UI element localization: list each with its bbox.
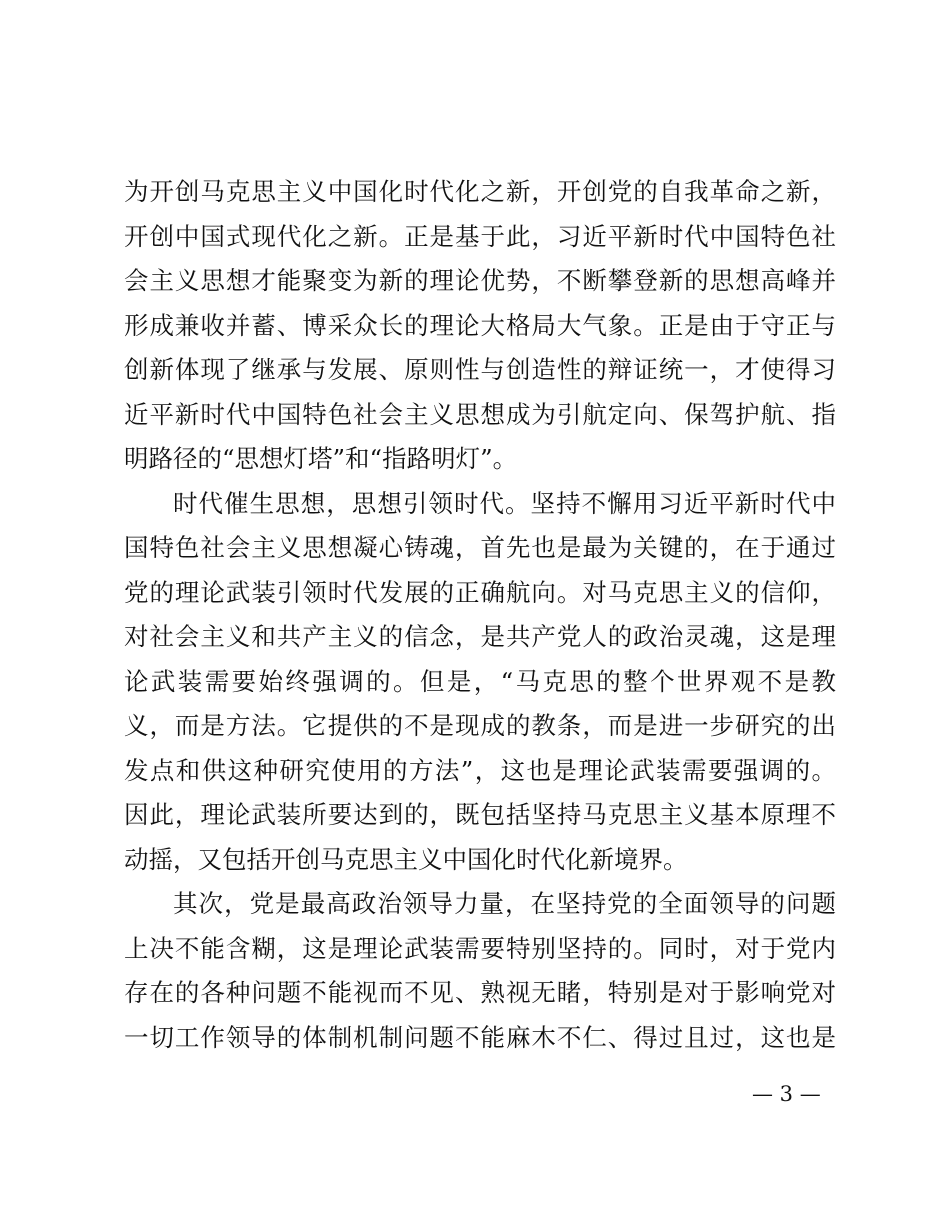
text-line: 动摇，又包括开创马克思主义中国化时代化新境界。 <box>124 844 688 874</box>
paragraph-3 <box>124 882 836 1060</box>
text-line: 其次，党是最高政治领导力量，在坚持党的全面领导的问题 <box>173 889 836 918</box>
text-line: 发点和供这种研究使用的方法”，这也是理论武装需要强调的。 <box>124 755 836 785</box>
text-line: 国特色社会主义思想凝心铸魂，首先也是最为关键的，在于通过 <box>124 533 836 562</box>
text-line: 为开创马克思主义中国化时代化之新，开创党的自我革命之新， <box>124 177 836 206</box>
text-line: 形成兼收并蓄、博采众长的理论大格局大气象。正是由于守正与 <box>124 310 836 340</box>
page-number: — 3 — <box>752 1082 821 1106</box>
text-line: 一切工作领导的体制机制问题不能麻木不仁、得过且过，这也是 <box>124 1022 836 1052</box>
paragraph-2 <box>124 482 836 883</box>
text-line: 论武装需要始终强调的。但是，“马克思的整个世界观不是教 <box>124 666 836 696</box>
text-line: 因此，理论武装所要达到的，既包括坚持马克思主义基本原理不 <box>124 800 836 829</box>
text-line: 近平新时代中国特色社会主义思想成为引航定向、保驾护航、指 <box>124 399 836 429</box>
text-line: 对社会主义和共产主义的信念，是共产党人的政治灵魂，这是理 <box>124 622 836 651</box>
text-line: 会主义思想才能聚变为新的理论优势，不断攀登新的思想高峰并 <box>124 266 836 295</box>
body-text <box>124 170 836 1060</box>
paragraph-1 <box>124 170 836 482</box>
text-line: 开创中国式现代化之新。正是基于此，习近平新时代中国特色社 <box>124 221 836 251</box>
text-line: 明路径的“思想灯塔”和“指路明灯”。 <box>124 444 518 473</box>
text-line: 创新体现了继承与发展、原则性与创造性的辩证统一，才使得习 <box>124 355 836 384</box>
text-line: 时代催生思想，思想引领时代。坚持不懈用习近平新时代中 <box>173 488 836 518</box>
text-line: 存在的各种问题不能视而不见、熟视无睹，特别是对于影响党对 <box>124 978 836 1007</box>
text-line: 义，而是方法。它提供的不是现成的教条，而是进一步研究的出 <box>124 711 836 740</box>
text-line: 上决不能含糊，这是理论武装需要特别坚持的。同时，对于党内 <box>124 933 836 963</box>
text-line: 党的理论武装引领时代发展的正确航向。对马克思主义的信仰， <box>124 577 836 607</box>
